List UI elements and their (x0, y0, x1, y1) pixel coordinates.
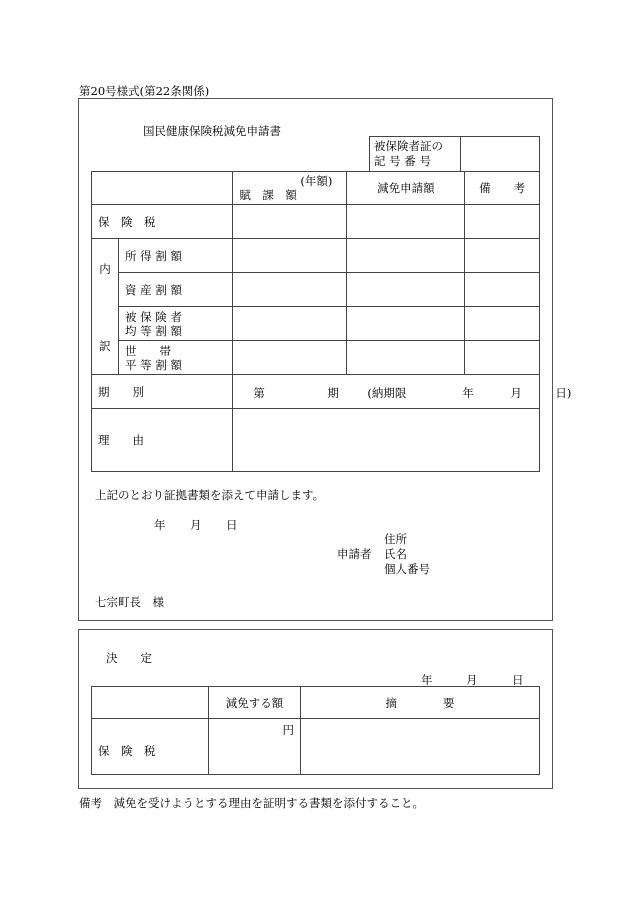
period-dai: 第 (253, 385, 265, 400)
date-day: 日 (226, 518, 238, 532)
insured-number-label (370, 137, 461, 172)
asset-assessed[interactable] (233, 273, 347, 307)
header-blank (92, 172, 233, 205)
period-month: 月 (510, 385, 522, 400)
reason-field[interactable] (233, 409, 540, 472)
asset-remarks[interactable] (465, 273, 540, 307)
decision-header-blank (92, 687, 209, 719)
decision-title: 決 定 (106, 651, 152, 665)
row-asset-label: 資 産 割 額 (119, 273, 233, 307)
date-year: 年 (154, 518, 166, 532)
breakdown-label (92, 239, 119, 375)
annual-label: (年額) (300, 173, 333, 188)
date-month: 月 (190, 518, 202, 532)
breakdown-bottom: 訳 (99, 339, 111, 353)
period-year: 年 (462, 385, 474, 400)
breakdown-top: 内 (99, 262, 111, 276)
insurance-tax-assessed[interactable] (233, 205, 347, 239)
reason-label: 理 由 (92, 409, 233, 472)
household-line1: 世 帯 (125, 343, 171, 358)
header-remarks: 備 考 (465, 172, 540, 205)
per-capita-remarks[interactable] (465, 307, 540, 341)
household-line2: 平 等 割 額 (125, 357, 182, 372)
income-reduction[interactable] (347, 239, 465, 273)
row-per-capita-label (119, 307, 233, 341)
insurance-tax-reduction[interactable] (347, 205, 465, 239)
household-reduction[interactable] (347, 341, 465, 375)
applicant-label: 申請者 (337, 547, 372, 561)
insured-label-line1: 被保険者証の (374, 139, 443, 153)
period-deadline: (納期限 (367, 385, 407, 400)
decision-summary-field[interactable] (301, 719, 540, 775)
period-ki: 期 (327, 385, 339, 400)
period-day: 日) (555, 385, 572, 400)
household-remarks[interactable] (465, 341, 540, 375)
applicant-personal-number-label: 個人番号 (384, 562, 430, 576)
per-capita-line1: 被 保 険 者 (125, 309, 182, 324)
decision-summary-header: 摘 要 (301, 687, 540, 719)
insured-number-table (369, 136, 540, 172)
per-capita-assessed[interactable] (233, 307, 347, 341)
header-reduction: 減免申請額 (347, 172, 465, 205)
household-assessed[interactable] (233, 341, 347, 375)
tax-table (91, 171, 572, 472)
decision-year: 年 (421, 673, 433, 687)
decision-day: 日 (512, 673, 524, 687)
row-household-label (119, 341, 233, 375)
applicant-name-label: 氏名 (384, 547, 407, 561)
remarks-note: 備考 減免を受けようとする理由を証明する書類を添付すること。 (79, 796, 424, 810)
per-capita-reduction[interactable] (347, 307, 465, 341)
asset-reduction[interactable] (347, 273, 465, 307)
header-assessed (233, 172, 347, 205)
row-income-label: 所 得 割 額 (119, 239, 233, 273)
insured-label-line2: 記 号 番 号 (374, 154, 431, 168)
decision-insurance-tax-label (92, 719, 209, 775)
insurance-tax-remarks[interactable] (465, 205, 540, 239)
period-field[interactable] (233, 375, 572, 409)
decision-amount-header: 減免する額 (209, 687, 301, 719)
decision-amount-field[interactable] (209, 719, 301, 775)
decision-insurance-tax-text: 保 険 税 (98, 743, 156, 758)
applicant-address-label: 住所 (384, 532, 407, 546)
assessed-label: 賦 課 額 (239, 187, 297, 202)
per-capita-line2: 均 等 割 額 (125, 323, 182, 338)
row-insurance-tax-label: 保 険 税 (92, 205, 233, 239)
addressee: 七宗町長 様 (95, 595, 164, 609)
period-label: 期 別 (92, 375, 233, 409)
income-assessed[interactable] (233, 239, 347, 273)
insured-number-field[interactable] (461, 137, 540, 172)
statement-text: 上記のとおり証拠書類を添えて申請します。 (95, 488, 325, 502)
form-number: 第20号様式(第22条関係) (79, 84, 210, 98)
decision-table (91, 686, 540, 775)
decision-month: 月 (466, 673, 478, 687)
income-remarks[interactable] (465, 239, 540, 273)
yen-unit: 円 (282, 723, 294, 737)
form-title: 国民健康保険税減免申請書 (143, 124, 281, 138)
